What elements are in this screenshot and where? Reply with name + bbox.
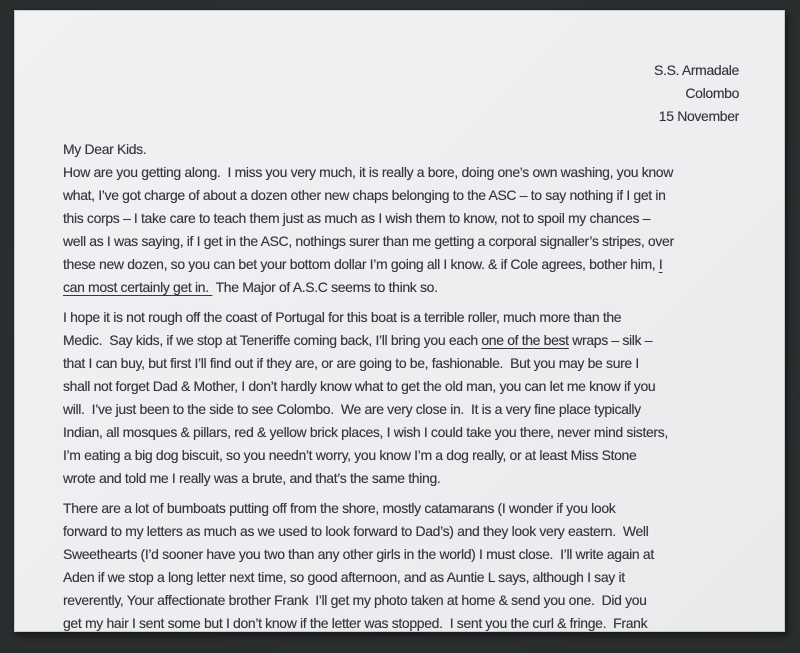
letter-text: what, I’ve got charge of about a dozen other new chaps belonging to the ASC – to say nothing if I get in [63, 187, 666, 203]
letter-text: reverently, Your affectionate brother Frank I’ll get my photo taken at home & send you one. Did you [63, 592, 647, 608]
letter-text: this corps – I take care to teach them just as much as I wish them to know, not to spoil my chances – [63, 210, 651, 226]
letter-text: Aden if we stop a long letter next time, so good afternoon, and as Auntie L says, although I say it [63, 569, 625, 585]
letter-text: that I can buy, but first I’ll find out if they are, or are going to be, fashionable. But you may be sure I [63, 355, 639, 371]
letter-line [63, 138, 739, 161]
letter-line [63, 421, 739, 444]
letter-header [63, 59, 739, 128]
letter-line [63, 566, 739, 589]
letter-text: I’m eating a big dog biscuit, so you needn’t worry, you know I’m a dog really, or at least Miss Stone [63, 447, 637, 463]
letter-line [63, 184, 739, 207]
letter-text: will. I’ve just been to the side to see Colombo. We are very close in. It is a very fine place typically [63, 401, 641, 417]
letter-line [63, 543, 739, 566]
letter-text: There are a lot of bumboats putting off from the shore, mostly catamarans (I wonder if you look [63, 500, 616, 516]
letter-text: Medic. Say kids, if we stop at Teneriffe coming back, I’ll bring you each [63, 332, 482, 348]
letter-text: wrote and told me I really was a brute, and that’s the same thing. [63, 470, 441, 486]
letter-text: these new dozen, so you can bet your bottom dollar I’m going all I know. & if Cole agrees, bother him, [63, 256, 659, 272]
letter-line [63, 329, 739, 352]
letter-line [63, 306, 739, 329]
letter-line [63, 497, 739, 520]
letter-page [14, 10, 785, 632]
underlined-text: can most certainly get in. [63, 279, 213, 295]
letter-text: get my hair I sent some but I don’t know if the letter was stopped. I sent you the curl & fringe. Frank [63, 615, 648, 631]
letter-text: forward to my letters as much as we used to look forward to Dad’s) and they look very eastern. Well [63, 523, 649, 539]
letter-line [63, 161, 739, 184]
letter-line [63, 230, 739, 253]
letter-line [63, 352, 739, 375]
underlined-text: one of the best [481, 332, 569, 348]
letter-line [63, 520, 739, 543]
letter-text: well as I was saying, if I get in the ASC, nothings surer than me getting a corporal signaller’s stripes, over [63, 233, 674, 249]
letter-line [63, 467, 739, 490]
letter-text: Indian, all mosques & pillars, red & yellow brick places, I wish I could take you there, never mind sisters, [63, 424, 668, 440]
letter-text: The Major of A.S.C seems to think so. [212, 279, 438, 295]
paragraph [63, 497, 739, 635]
letter-body [63, 138, 739, 635]
letter-line [63, 375, 739, 398]
paragraph [63, 138, 739, 299]
header-line: 15 November [658, 108, 739, 124]
letter-line [63, 276, 739, 299]
header-line: Colombo [685, 85, 739, 101]
underlined-text: I [658, 256, 663, 272]
paragraph [63, 306, 739, 490]
letter-line [63, 444, 739, 467]
letter-text: How are you getting along. I miss you very much, it is really a bore, doing one’s own washing, you know [63, 164, 674, 180]
letter-text: Sweethearts (I’d sooner have you two than any other girls in the world) I must close. I’ll write again at [63, 546, 654, 562]
letter-line [63, 612, 739, 635]
letter-text: shall not forget Dad & Mother, I don’t hardly know what to get the old man, you can let me know if you [63, 378, 656, 394]
letter-line [63, 589, 739, 612]
letter-line [63, 398, 739, 421]
letter-text: My Dear Kids. [63, 141, 147, 157]
letter-text: I hope it is not rough off the coast of Portugal for this boat is a terrible roller, much more than the [63, 309, 622, 325]
header-line: S.S. Armadale [654, 62, 739, 78]
letter-text: wraps – silk – [568, 332, 653, 348]
letter-line [63, 207, 739, 230]
letter-line [63, 253, 739, 276]
